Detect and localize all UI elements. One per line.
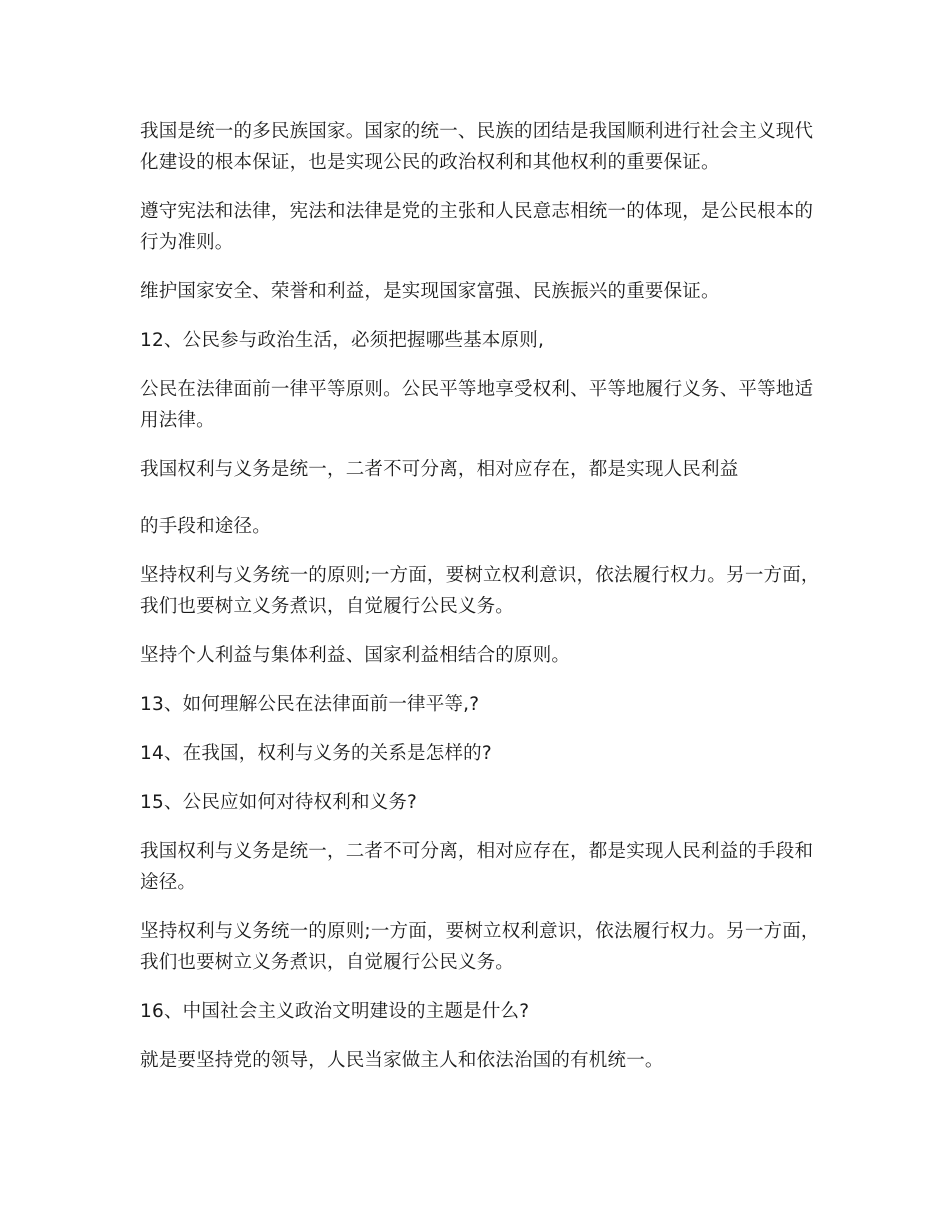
- question-12: 12、公民参与政治生活，必须把握哪些基本原则,: [140, 330, 545, 351]
- paragraph-principle-rights: 坚持权利与义务统一的原则;一方面，要树立权利意识，依法履行权力。另一方面，我们也要树立义务煮识，自觉履行公民义务。: [140, 565, 820, 617]
- paragraph-principle-rights-2: 坚持权利与义务统一的原则;一方面，要树立权利意识，依法履行权力。另一方面，我们也要树立义务煮识，自觉履行公民义务。: [140, 921, 820, 973]
- document-page: [140, 116, 820, 1094]
- question-14: 14、在我国，权利与义务的关系是怎样的?: [140, 743, 492, 764]
- paragraph-answer-16: 就是要坚持党的领导，人民当家做主人和依法治国的有机统一。: [140, 1050, 664, 1071]
- paragraph-constitution: 遵守宪法和法律，宪法和法律是党的主张和人民意志相统一的体现，是公民根本的行为准则。: [140, 201, 814, 253]
- paragraph-rights-duties-line2: 的手段和途径。: [140, 516, 271, 537]
- paragraph-security: 维护国家安全、荣誉和利益，是实现国家富强、民族振兴的重要保证。: [140, 281, 720, 302]
- question-15: 15、公民应如何对待权利和义务?: [140, 792, 418, 813]
- paragraph-rights-duties-line1: 我国权利与义务是统一，二者不可分离，相对应存在，都是实现人民利益: [140, 459, 739, 480]
- paragraph-principle-interests: 坚持个人利益与集体利益、国家利益相结合的原则。: [140, 645, 571, 666]
- question-16: 16、中国社会主义政治文明建设的主题是什么?: [140, 1001, 530, 1022]
- paragraph-equality: 公民在法律面前一律平等原则。公民平等地享受权利、平等地履行义务、平等地适用法律。: [140, 379, 814, 431]
- paragraph-unity: 我国是统一的多民族国家。国家的统一、民族的团结是我国顺利进行社会主义现代化建设的根本保证，也是实现公民的政治权利和其他权利的重要保证。: [140, 121, 814, 173]
- question-13: 13、如何理解公民在法律面前一律平等,?: [140, 694, 480, 715]
- paragraph-rights-duties: 我国权利与义务是统一，二者不可分离，相对应存在，都是实现人民利益的手段和途径。: [140, 841, 814, 893]
